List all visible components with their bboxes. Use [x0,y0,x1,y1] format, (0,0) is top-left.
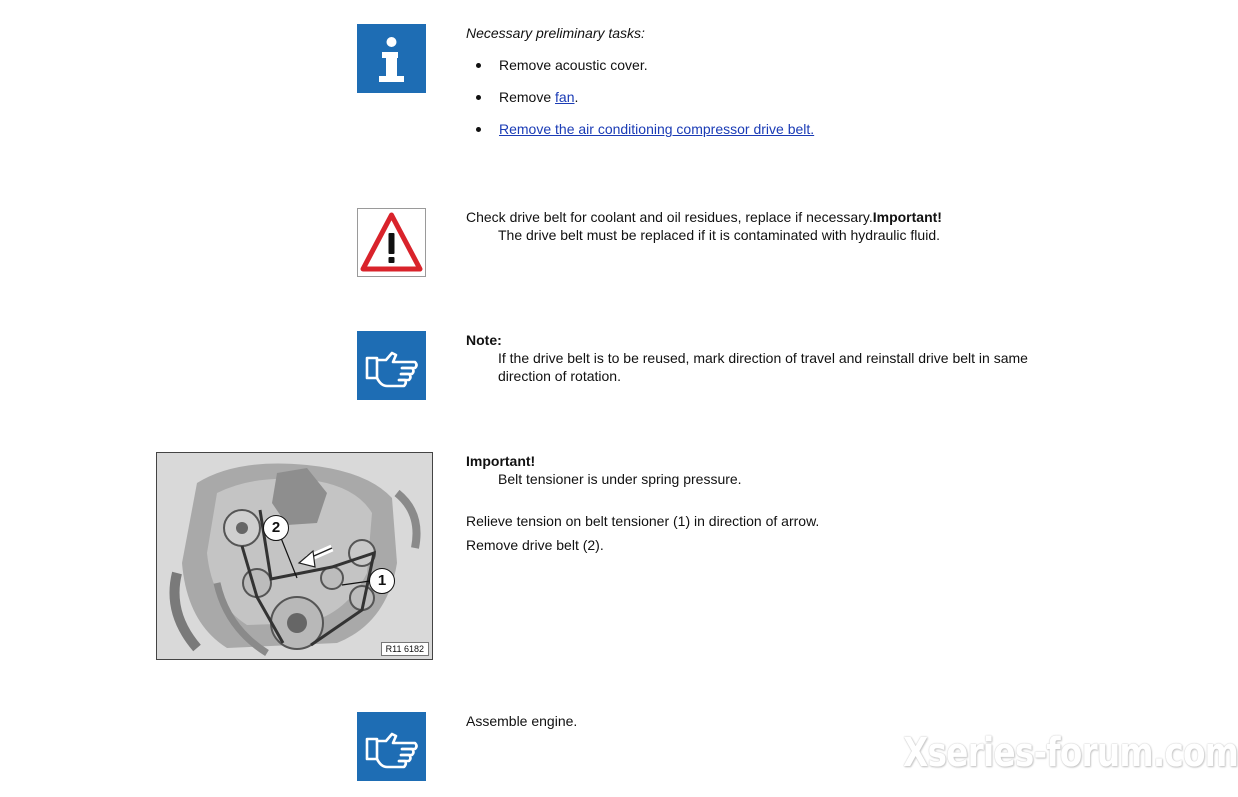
important-label: Important! [466,453,536,469]
tensioner-block [466,452,819,554]
list-item [466,56,814,88]
task-text: Remove acoustic cover. [499,57,648,73]
info-icon [357,24,426,93]
callout-2: 2 [263,515,289,541]
remove-ac-compressor-belt-link[interactable]: Remove the air conditioning compressor drive belt. [499,121,815,137]
note-block [466,331,1028,385]
list-item [466,120,814,152]
important-label: Important! [872,209,942,225]
warning-icon [357,208,426,277]
callout-1: 1 [369,568,395,594]
task-suffix: . [574,89,579,105]
note-line-1: If the drive belt is to be reused, mark direction of travel and reinstall drive belt in same [498,350,1028,366]
engine-illustration [157,453,432,659]
drive-belt-check-block [466,208,942,244]
fan-link[interactable]: fan [555,89,575,105]
drive-belt-check-text: Check drive belt for coolant and oil residues, replace if necessary. [466,209,873,225]
task-text: Remove [499,89,556,105]
note-line-2: direction of rotation. [498,368,621,384]
relieve-tension-step: Relieve tension on belt tensioner (1) in direction of arrow. [466,513,820,529]
note-label: Note: [466,332,502,348]
list-item [466,88,814,120]
figure-id-label: R11 6182 [381,642,429,656]
remove-belt-step: Remove drive belt (2). [466,537,604,553]
preliminary-tasks-heading: Necessary preliminary tasks: [466,25,645,41]
watermark: Xseries-forum.com [903,730,1238,776]
spring-pressure-note: Belt tensioner is under spring pressure. [498,471,742,487]
pointing-hand-icon [357,331,426,400]
preliminary-tasks-list [466,56,814,152]
drive-belt-check-line [466,208,942,226]
contamination-note: The drive belt must be replaced if it is contaminated with hydraulic fluid. [498,227,940,243]
assemble-engine-text: Assemble engine. [466,713,578,729]
engine-figure [156,452,433,660]
preliminary-tasks-block [466,24,814,152]
pointing-hand-icon [357,712,426,781]
